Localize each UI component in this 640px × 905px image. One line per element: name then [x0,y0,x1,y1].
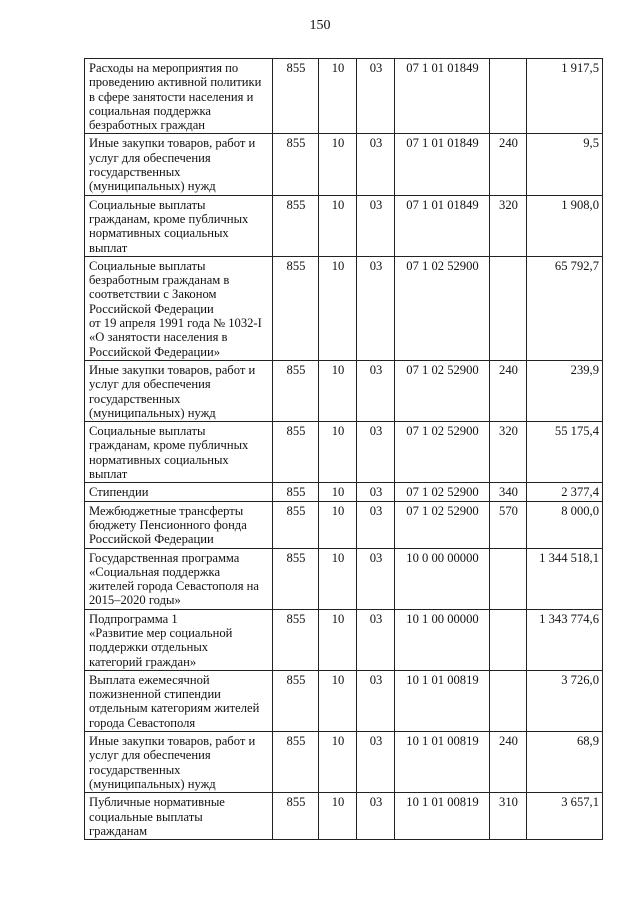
section-code-cell: 10 [319,609,357,670]
expense-type-cell [490,609,527,670]
amount-cell: 9,5 [527,134,603,195]
expense-name-line: Иные закупки товаров, работ и [89,734,256,749]
subsection-code-cell: 03 [357,609,395,670]
section-code-cell: 10 [319,732,357,793]
expense-name-line: Российской Федерации» [89,344,220,359]
admin-code-cell: 855 [273,256,319,360]
budget-table [84,58,603,840]
amount-cell: 2 377,4 [527,483,603,501]
section-code-cell: 10 [319,422,357,483]
expense-name-cell [85,732,273,793]
subsection-code-cell: 03 [357,360,395,421]
expense-name-line: Расходы на мероприятия по [89,61,239,75]
expense-type-cell: 240 [490,360,527,421]
section-code-cell: 10 [319,670,357,731]
amount-cell: 1 344 518,1 [527,548,603,609]
target-article-cell: 07 1 02 52900 [395,360,490,421]
expense-name-cell [85,59,273,134]
expense-name-line: услуг для обеспечения [89,377,211,392]
subsection-code-cell: 03 [357,793,395,840]
expense-name-cell [85,609,273,670]
subsection-code-cell: 03 [357,134,395,195]
expense-name-line: услуг для обеспечения [89,748,211,763]
section-code-cell: 10 [319,256,357,360]
subsection-code-cell: 03 [357,256,395,360]
subsection-code-cell: 03 [357,732,395,793]
expense-name-cell [85,548,273,609]
expense-type-cell: 570 [490,501,527,548]
expense-name-cell [85,256,273,360]
section-code-cell: 10 [319,360,357,421]
expense-name-cell [85,134,273,195]
expense-name-line: отдельным категориям жителей [89,701,260,716]
expense-name-line: «Социальная поддержка [89,564,221,579]
expense-name-line: поддержки отдельных [89,640,209,655]
expense-name-line: пожизненной стипендии [89,687,221,702]
table-row [85,256,603,360]
table-row [85,134,603,195]
expense-type-cell [490,256,527,360]
expense-name-line: Российской Федерации [89,532,214,547]
expense-name-cell [85,501,273,548]
expense-name-line: социальная поддержка [89,103,211,118]
expense-name-line: (муниципальных) нужд [89,179,216,194]
expense-name-line: 2015–2020 годы» [89,593,181,608]
section-code-cell: 10 [319,134,357,195]
expense-name-line: безработным гражданам в [89,273,230,288]
expense-name-line: Иные закупки товаров, работ и [89,136,256,151]
expense-type-cell [490,59,527,134]
expense-name-line: Социальные выплаты [89,197,206,212]
target-article-cell: 10 1 00 00000 [395,609,490,670]
expense-name-line: категорий граждан» [89,654,197,669]
expense-name-line: (муниципальных) нужд [89,776,216,791]
table-row [85,793,603,840]
section-code-cell: 10 [319,195,357,256]
expense-name-cell [85,195,273,256]
expense-name-cell [85,793,273,840]
target-article-cell: 07 1 01 01849 [395,195,490,256]
expense-name-line: выплат [89,467,128,482]
expense-type-cell: 240 [490,732,527,793]
target-article-cell: 07 1 02 52900 [395,256,490,360]
expense-name-line: «О занятости населения в [89,330,228,345]
expense-name-line: нормативных социальных [89,452,229,467]
amount-cell: 1 343 774,6 [527,609,603,670]
expense-type-cell: 340 [490,483,527,501]
subsection-code-cell: 03 [357,670,395,731]
expense-name-line: проведению активной политики [89,75,262,90]
expense-type-cell: 320 [490,422,527,483]
amount-cell: 239,9 [527,360,603,421]
expense-name-line: услуг для обеспечения [89,150,211,165]
subsection-code-cell: 03 [357,422,395,483]
budget-table-body [85,59,603,840]
expense-name-line: государственных [89,391,181,406]
target-article-cell: 10 1 01 00819 [395,793,490,840]
subsection-code-cell: 03 [357,483,395,501]
target-article-cell: 07 1 02 52900 [395,422,490,483]
expense-type-cell [490,548,527,609]
admin-code-cell: 855 [273,360,319,421]
expense-name-line: Российской Федерации [89,301,214,316]
amount-cell: 1 908,0 [527,195,603,256]
expense-name-line: жителей города Севастополя на [89,579,259,594]
expense-name-line: Государственная программа [89,550,240,565]
section-code-cell: 10 [319,793,357,840]
expense-type-cell: 320 [490,195,527,256]
expense-name-line: Публичные нормативные [89,795,225,810]
target-article-cell: 10 0 00 00000 [395,548,490,609]
expense-name-line: социальные выплаты [89,809,203,824]
amount-cell: 1 917,5 [527,59,603,134]
expense-name-line: (муниципальных) нужд [89,405,216,420]
expense-name-line: гражданам, кроме публичных [89,211,249,226]
expense-name-line: «Развитие мер социальной [89,625,233,640]
admin-code-cell: 855 [273,59,319,134]
expense-name-line: Межбюджетные трансферты [89,503,244,518]
expense-name-cell [85,422,273,483]
table-row [85,609,603,670]
amount-cell: 3 657,1 [527,793,603,840]
expense-name-line: Социальные выплаты [89,424,206,439]
expense-name-line: Социальные выплаты [89,258,206,273]
expense-type-cell: 310 [490,793,527,840]
expense-name-cell [85,360,273,421]
table-row [85,501,603,548]
admin-code-cell: 855 [273,609,319,670]
subsection-code-cell: 03 [357,195,395,256]
admin-code-cell: 855 [273,483,319,501]
subsection-code-cell: 03 [357,59,395,134]
expense-type-cell [490,670,527,731]
expense-name-cell [85,483,273,501]
expense-name-line: нормативных социальных [89,226,229,241]
amount-cell: 8 000,0 [527,501,603,548]
target-article-cell: 10 1 01 00819 [395,732,490,793]
target-article-cell: 07 1 02 52900 [395,501,490,548]
page-number: 150 [309,18,331,33]
admin-code-cell: 855 [273,501,319,548]
target-article-cell: 07 1 01 01849 [395,134,490,195]
expense-name-line: выплат [89,240,128,255]
target-article-cell: 10 1 01 00819 [395,670,490,731]
admin-code-cell: 855 [273,670,319,731]
subsection-code-cell: 03 [357,501,395,548]
expense-name-cell [85,670,273,731]
admin-code-cell: 855 [273,195,319,256]
amount-cell: 55 175,4 [527,422,603,483]
table-row [85,670,603,731]
expense-name-line: города Севастополя [89,715,196,730]
table-row [85,732,603,793]
section-code-cell: 10 [319,59,357,134]
section-code-cell: 10 [319,501,357,548]
table-row [85,59,603,134]
expense-name-line: государственных [89,762,181,777]
table-row [85,195,603,256]
target-article-cell: 07 1 02 52900 [395,483,490,501]
amount-cell: 3 726,0 [527,670,603,731]
expense-name-line: Иные закупки товаров, работ и [89,362,256,377]
admin-code-cell: 855 [273,732,319,793]
expense-name-line: гражданам, кроме публичных [89,438,249,453]
target-article-cell: 07 1 01 01849 [395,59,490,134]
table-row [85,360,603,421]
expense-name-line: государственных [89,165,181,180]
expense-name-line: гражданам [89,823,148,838]
expense-name-line: Стипендии [89,485,149,500]
admin-code-cell: 855 [273,793,319,840]
expense-name-line: Подпрограмма 1 [89,611,178,626]
section-code-cell: 10 [319,548,357,609]
expense-name-line: бюджету Пенсионного фонда [89,517,247,532]
subsection-code-cell: 03 [357,548,395,609]
section-code-cell: 10 [319,483,357,501]
table-row [85,422,603,483]
amount-cell: 68,9 [527,732,603,793]
expense-name-line: Выплата ежемесячной [89,672,210,687]
admin-code-cell: 855 [273,548,319,609]
expense-name-line: безработных граждан [89,118,206,133]
expense-name-line: в сфере занятости населения и [89,89,254,104]
expense-name-line: соответствии с Законом [89,287,217,302]
admin-code-cell: 855 [273,134,319,195]
table-row [85,548,603,609]
expense-name-line: от 19 апреля 1991 года № 1032-I [89,316,262,331]
admin-code-cell: 855 [273,422,319,483]
amount-cell: 65 792,7 [527,256,603,360]
expense-type-cell: 240 [490,134,527,195]
table-row [85,483,603,501]
